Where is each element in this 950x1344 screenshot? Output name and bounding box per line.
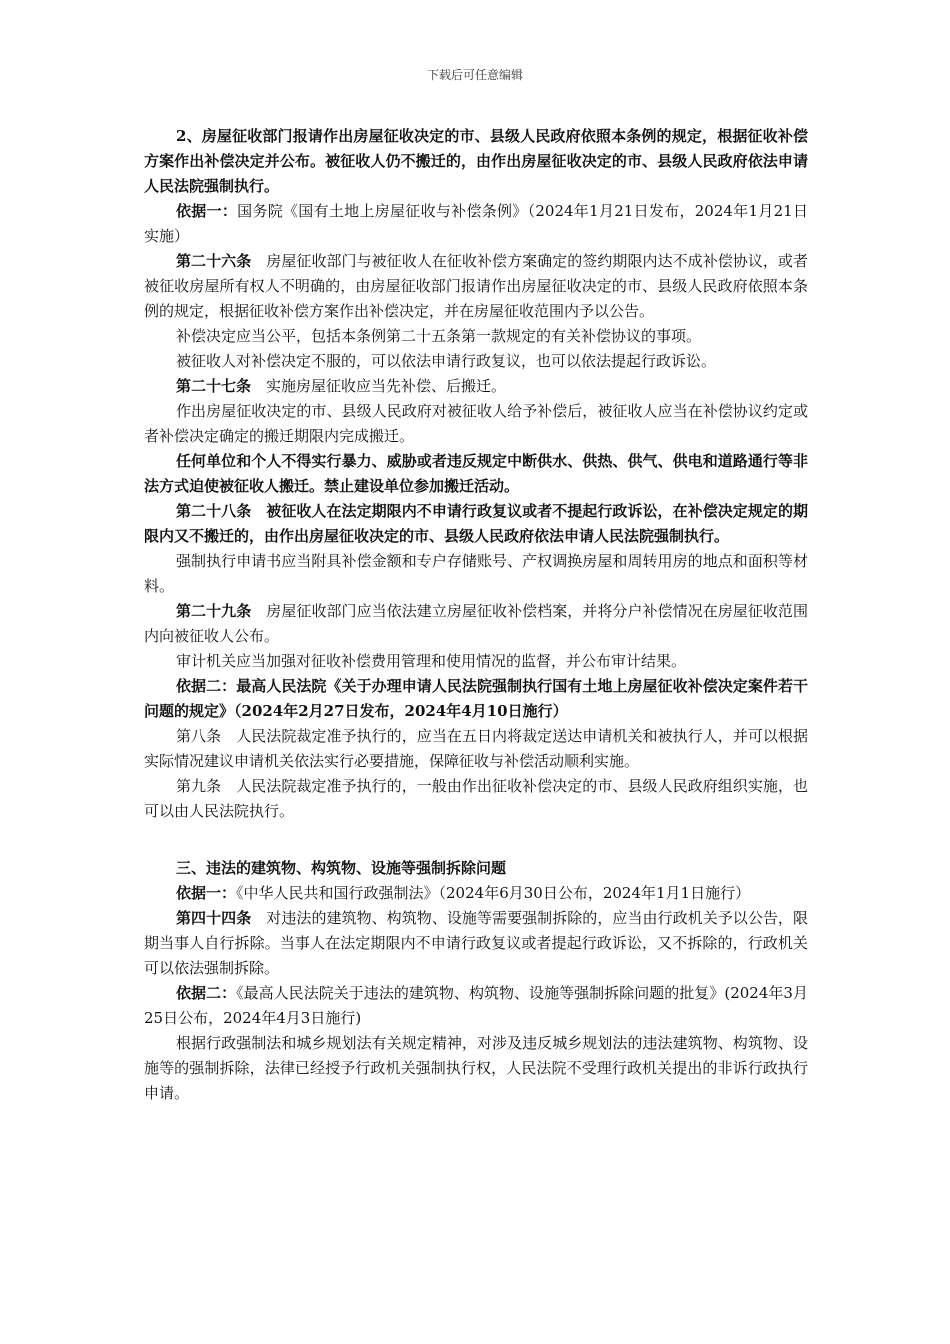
- article-44: [144, 906, 808, 981]
- paragraph-item-2: 2、房屋征收部门报请作出房屋征收决定的市、县级人民政府依照本条例的规定，根据征收补偿方案作出补偿决定并公布。被征收人仍不搬迁的，由作出房屋征收决定的市、县级人民政府依法申请人民法院强制执行。: [144, 127, 808, 195]
- basis-label: 依据一：: [176, 884, 237, 902]
- paragraph-appeal: 被征收人对补偿决定不服的，可以依法申请行政复议，也可以依法提起行政诉讼。: [176, 352, 717, 370]
- basis-one-state-council: [144, 199, 808, 249]
- article-27: [144, 374, 808, 399]
- section-gap: [144, 824, 808, 856]
- article-number: 第二十七条: [176, 377, 252, 395]
- document-body: [144, 124, 808, 1106]
- article-text: 实施房屋征收应当先补偿、后搬迁。: [251, 377, 507, 395]
- section-heading-3: 三、违法的建筑物、构筑物、设施等强制拆除问题: [176, 859, 507, 877]
- paragraph-relocation: 作出房屋征收决定的市、县级人民政府对被征收人给予补偿后，被征收人应当在补偿协议约定或者补偿决定确定的搬迁期限内完成搬迁。: [144, 402, 808, 445]
- basis-two-supreme-court: 依据二：最高人民法院《关于办理申请人民法院强制执行国有土地上房屋征收补偿决定案件若干问题的规定》（2024年2月27日发布，2024年4月10日施行）: [144, 677, 808, 720]
- paragraph-audit: 审计机关应当加强对征收补偿费用管理和使用情况的监督，并公布审计结果。: [176, 652, 687, 670]
- basis-two-reply: [144, 981, 808, 1031]
- paragraph-prohibition: 任何单位和个人不得实行暴力、威胁或者违反规定中断供水、供热、供气、供电和道路通行等非法方式迫使被征收人搬迁。禁止建设单位参加搬迁活动。: [144, 452, 808, 495]
- article-text: 房屋征收部门与被征收人在征收补偿方案确定的签约期限内达不成补偿协议，或者被征收房屋所有权人不明确的，由房屋征收部门报请作出房屋征收决定的市、县级人民政府依照本条例的规定，根据征收补偿方案作出补偿决定，并在房屋征收范围内予以公告。: [144, 252, 808, 320]
- basis-text: 《最高人民法院关于违法的建筑物、构筑物、设施等强制拆除问题的批复》(2024年3月25日公布，2024年4月3日施行): [144, 984, 808, 1027]
- basis-text: 国务院《国有土地上房屋征收与补偿条例》（2024年1月21日发布，2024年1月21日实施）: [144, 202, 808, 245]
- page-header: 下载后可任意编辑: [426, 68, 523, 82]
- basis-label: 依据二：: [176, 984, 237, 1002]
- article-text: 房屋征收部门应当依法建立房屋征收补偿档案，并将分户补偿情况在房屋征收范围内向被征收人公布。: [144, 602, 808, 645]
- article-26: [144, 249, 808, 324]
- paragraph-enforcement-materials: 强制执行申请书应当附具补偿金额和专户存储账号、产权调换房屋和周转用房的地点和面积等材料。: [144, 552, 808, 595]
- article-28: 第二十八条 被征收人在法定期限内不申请行政复议或者不提起行政诉讼，在补偿决定规定的期限内又不搬迁的，由作出房屋征收决定的市、县级人民政府依法申请人民法院强制执行。: [144, 502, 808, 545]
- basis-text: 《中华人民共和国行政强制法》（2024年6月30日公布，2024年1月1日施行）: [236, 884, 751, 902]
- article-number: 第二十六条: [176, 252, 252, 270]
- article-number: 第四十四条: [176, 909, 252, 927]
- article-number: 第二十九条: [176, 602, 252, 620]
- article-29: [144, 599, 808, 649]
- article-8: 第八条 人民法院裁定准予执行的，应当在五日内将裁定送达申请机关和被执行人，并可以根据实际情况建议申请机关依法实行必要措施，保障征收与补偿活动顺利实施。: [144, 727, 808, 770]
- paragraph-compensation-fair: 补偿决定应当公平，包括本条例第二十五条第一款规定的有关补偿协议的事项。: [176, 327, 702, 345]
- paragraph-conclusion: 根据行政强制法和城乡规划法有关规定精神，对涉及违反城乡规划法的违法建筑物、构筑物、设施等的强制拆除，法律已经授予行政机关强制执行权，人民法院不受理行政机关提出的非诉行政执行申请。: [144, 1034, 808, 1102]
- article-text: 对违法的建筑物、构筑物、设施等需要强制拆除的，应当由行政机关予以公告，限期当事人自行拆除。当事人在法定期限内不申请行政复议或者提起行政诉讼，又不拆除的，行政机关可以依法强制拆除。: [144, 909, 808, 977]
- basis-label: 依据一：: [176, 202, 238, 220]
- article-9: 第九条 人民法院裁定准予执行的，一般由作出征收补偿决定的市、县级人民政府组织实施，也可以由人民法院执行。: [144, 777, 808, 820]
- basis-one-enforcement-law: [144, 881, 808, 906]
